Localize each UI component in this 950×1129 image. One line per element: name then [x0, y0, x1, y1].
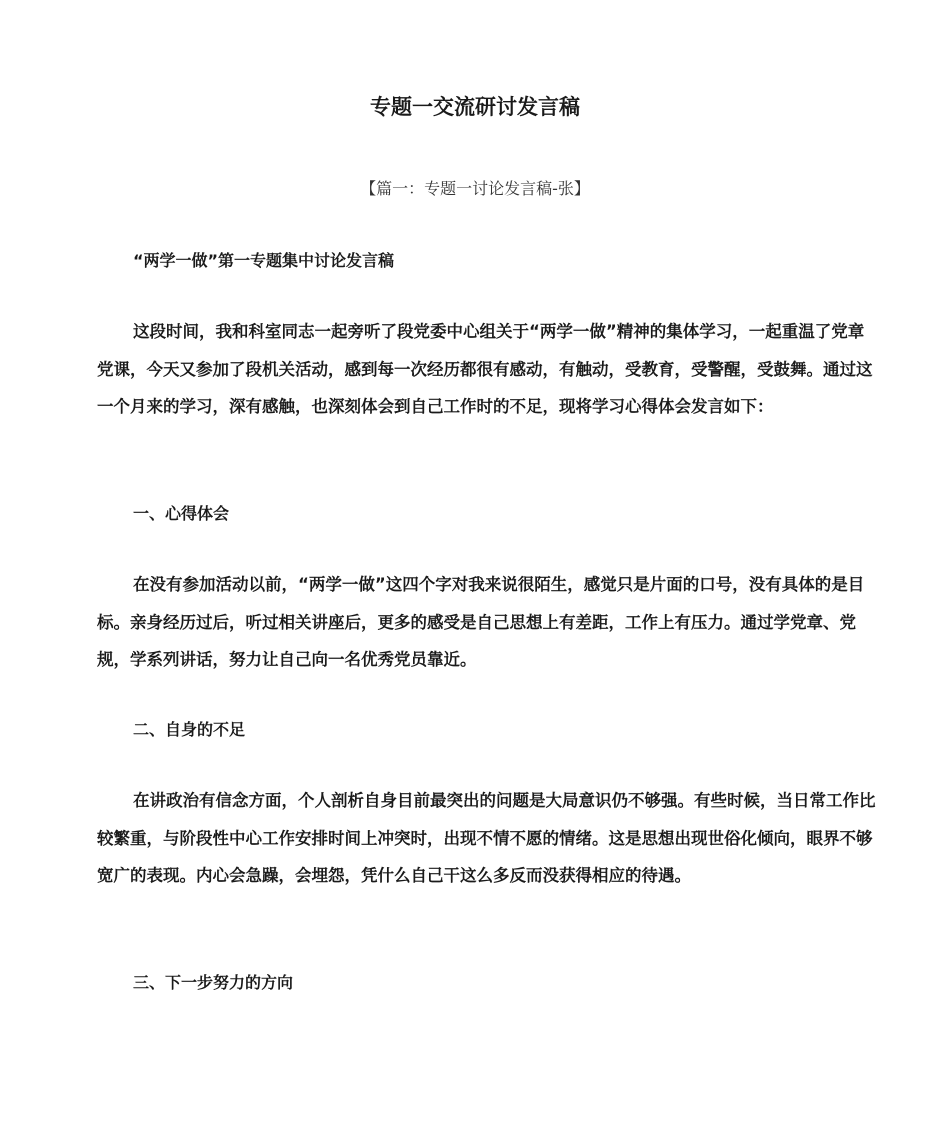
section-heading-1: 一、心得体会: [133, 504, 230, 523]
document-subtitle: 【篇一：专题一讨论发言稿-张】: [360, 179, 590, 198]
section-body-1: 在没有参加活动以前，“两学一做”这四个字对我来说很陌生，感觉只是片面的口号，没有具体的是目标。亲身经历过后，听过相关讲座后，更多的感受是自己思想上有差距，工作上有压力。通过学党章、党规，学系列讲话，努力让自己向一名优秀党员靠近。: [97, 575, 865, 670]
document-title: 专题一交流研讨发言稿: [370, 95, 580, 119]
section-body-2: 在讲政治有信念方面，个人剖析自身目前最突出的问题是大局意识仍不够强。有些时候，当日常工作比较繁重，与阶段性中心工作安排时间上冲突时，出现不情不愿的情绪。这是思想出现世俗化倾向，眼界不够宽广的表现。内心会急躁，会埋怨，凭什么自己干这么多反而没获得相应的待遇。: [97, 791, 876, 886]
speech-title: “两学一做”第一专题集中讨论发言稿: [133, 251, 395, 270]
intro-paragraph: 这段时间，我和科室同志一起旁听了段党委中心组关于“两学一做”精神的集体学习，一起重温了党章党课，今天又参加了段机关活动，感到每一次经历都很有感动，有触动，受教育，受警醒，受鼓舞。通过这一个月来的学习，深有感触，也深刻体会到自己工作时的不足，现将学习心得体会发言如下：: [97, 322, 873, 417]
section-heading-2: 二、自身的不足: [133, 720, 246, 739]
section-heading-3: 三、下一步努力的方向: [133, 973, 294, 992]
